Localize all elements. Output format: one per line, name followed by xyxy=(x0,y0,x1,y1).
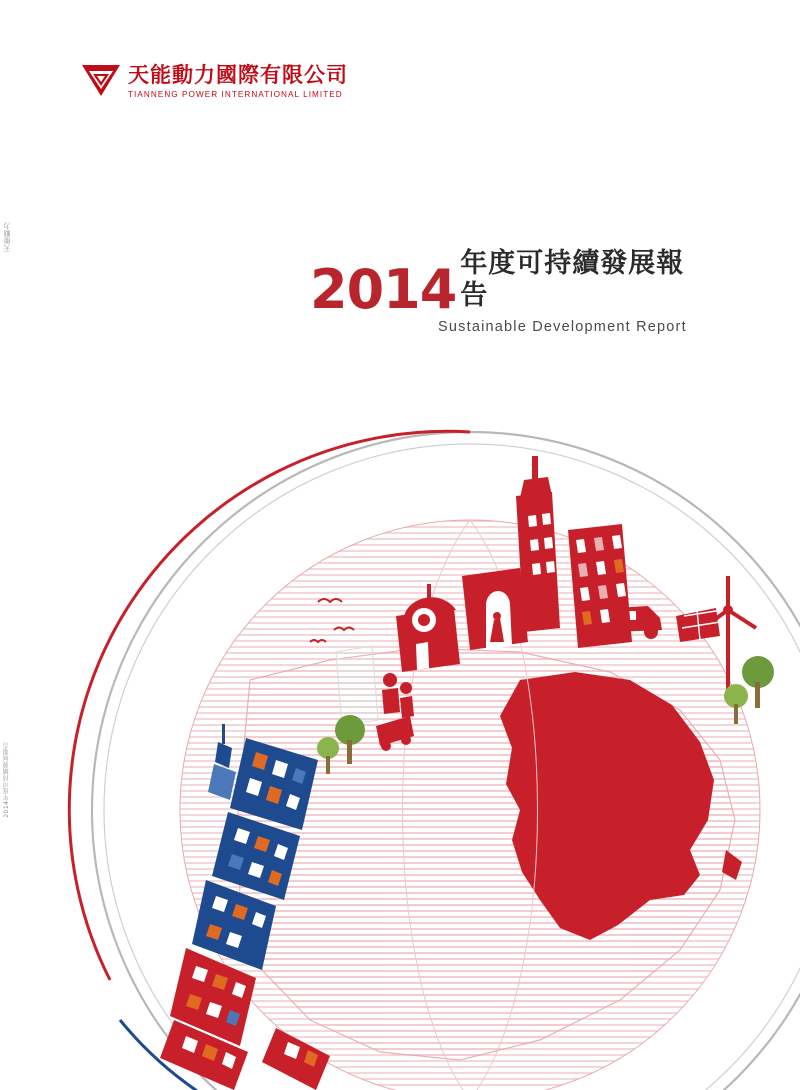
globe-city-skyline-illustration xyxy=(0,380,800,1090)
cover-illustration xyxy=(0,380,800,1090)
skyscraper-right xyxy=(568,524,632,648)
company-logo xyxy=(80,62,348,100)
tianneng-triangle-mark-icon xyxy=(80,62,122,100)
report-title-cn: 年度可持續發展報告 xyxy=(460,248,685,311)
report-title-en: Sustainable Development Report xyxy=(438,319,687,335)
logo-company-name-cn: 天能動力國際有限公司 xyxy=(128,63,348,87)
report-year: 2014 xyxy=(310,258,457,321)
spine-text-bottom: 2014年度可持續發展報告 xyxy=(3,742,10,818)
cover-title xyxy=(310,248,710,335)
logo-company-name-en: TIANNENG POWER INTERNATIONAL LIMITED xyxy=(128,90,343,99)
title-main-row xyxy=(310,248,710,321)
arch-monument xyxy=(462,568,528,650)
spine-text-top: 天能動力 xyxy=(3,222,11,252)
